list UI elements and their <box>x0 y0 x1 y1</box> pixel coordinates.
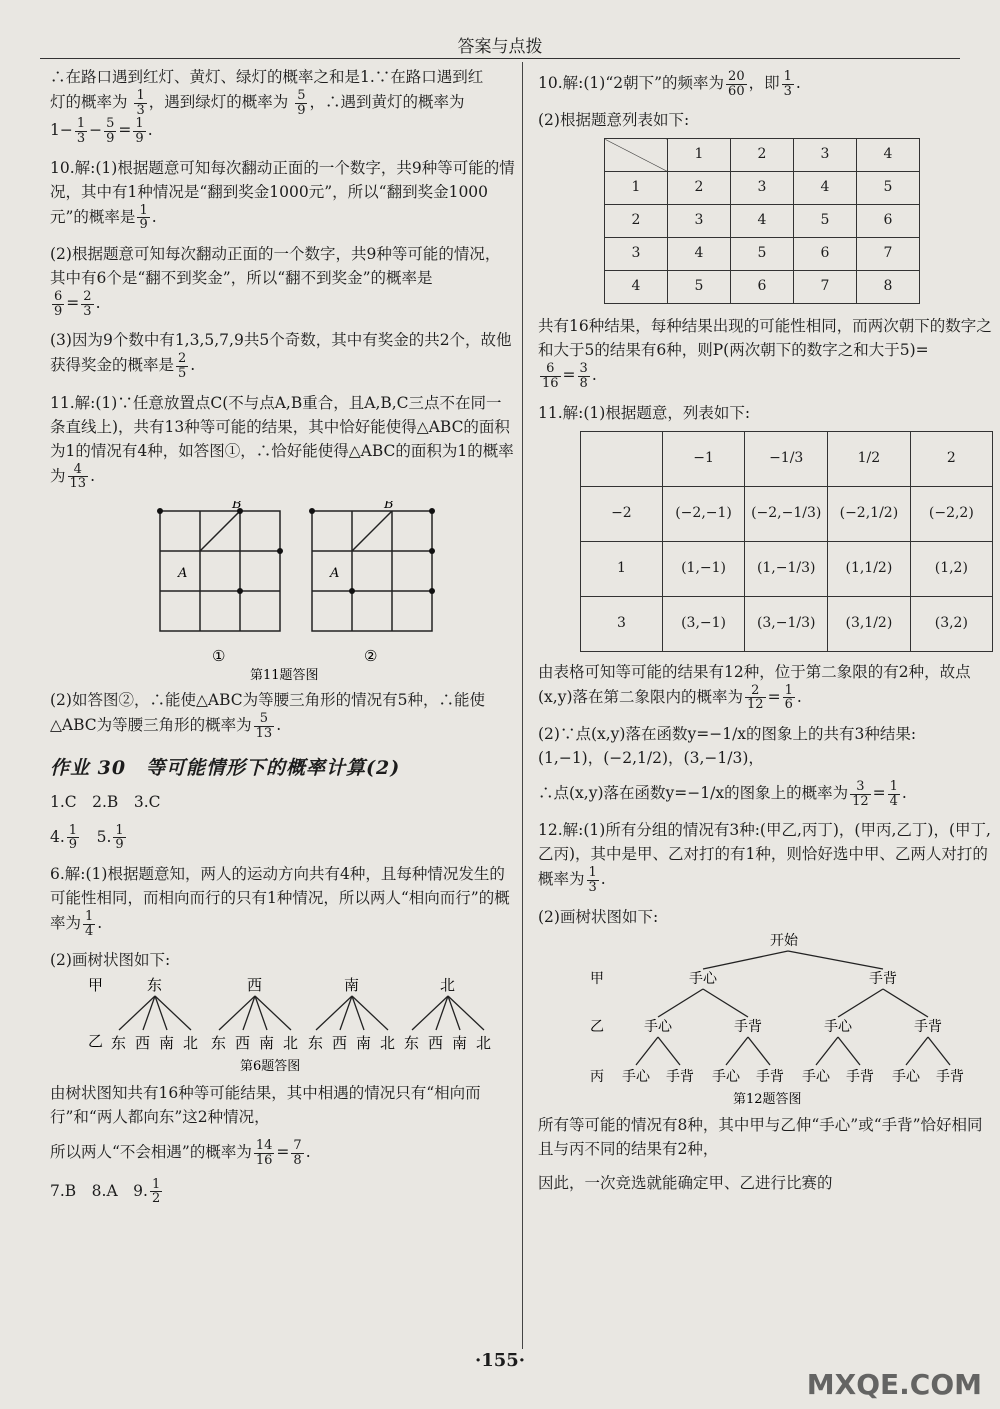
table-cell: (1,−1/3) <box>745 541 828 596</box>
r-q11-part1: 11.解:(1)根据题意，列表如下: <box>538 403 751 422</box>
table-row <box>605 172 920 205</box>
text-line: 所以两人“不会相遇”的概率为 <box>50 1143 252 1162</box>
tree12-edge <box>658 1037 680 1065</box>
table-cell: 6 <box>794 238 857 271</box>
tree12-edge <box>928 1037 950 1065</box>
table-cell: 2 <box>731 139 794 172</box>
text-line: 共有16种结果，每种结果出现的可能性相同，而两次朝下的数字之和大于5的结果有6种，则P(两次朝下的数字之和大于5)= <box>538 317 992 360</box>
tree12-label-bing: 丙 <box>590 1068 604 1085</box>
text-line: 6.解:(1)根据题意知，两人的运动方向共有4种，且每种情况发生的可能性相同，而相向而行的只有1种情况，所以两人“相向而行”的概率为 <box>50 864 510 933</box>
q6-part3: 由树状图知共有16种等可能结果，其中相遇的情况只有“相向而行”和“两人都向东”这2种情况， <box>50 1084 481 1127</box>
table-cell: 4 <box>668 238 731 271</box>
table-cell: 3 <box>794 139 857 172</box>
tree12-node: 手背 <box>914 1018 942 1035</box>
tree-label-jia: 甲 <box>88 976 104 995</box>
r-q12-part2: (2)画树状图如下: <box>538 907 659 926</box>
r-q10-part3: 共有16种结果，每种结果出现的可能性相同，而两次朝下的数字之和大于5的结果有6种，则P(两次朝下的数字之和大于5)= $\frac{6}{16}$ = $\frac{3}{8}$ . <box>538 317 992 391</box>
r-q11-part2: 由表格可知等可能的结果有12种，位于第二象限的有2种，故点(x,y)落在第二象限内的概率为 $\frac{2}{12}$ = $\frac{1}{6}$ . <box>538 662 971 713</box>
r-q11-part4: ∴点(x,y)落在函数y=−1/x的图象上的概率为 $\frac{3}{12}$ = $\frac{1}{4}$ . <box>538 778 907 809</box>
table-cell <box>581 431 663 486</box>
table-row <box>581 596 993 651</box>
coordinate-table <box>580 431 993 652</box>
table-cell: (1,2) <box>910 541 992 596</box>
tree12-leaf: 手心 <box>802 1068 830 1085</box>
tree6-node: 东 <box>147 976 163 995</box>
text-line: ∴点(x,y)落在函数y=−1/x的图象上的概率为 <box>538 784 849 803</box>
tree12-edge <box>703 989 748 1017</box>
table-cell: (−2,2) <box>910 486 992 541</box>
text-line: (2)根据题意可知每次翻动正面的一个数字，共9种等可能的情况，其中有6个是“翻不到奖金”，所以“翻不到奖金”的概率是 <box>50 244 501 287</box>
r-q12-part3: 所有等可能的情况有8种，其中甲与乙伸“手心”或“手背”恰好相同且与丙不同的结果有2种， <box>538 1115 983 1158</box>
table-cell: 6 <box>857 205 920 238</box>
watermark-logo: MXQE.COM <box>806 1368 982 1401</box>
answers-1-3: 1.C 2.B 3.C <box>50 792 161 811</box>
r-q10-part1: 10.解:(1)“2朝下”的频率为 $\frac{20}{60}$ ，即 $\frac{1}{3}$ . <box>538 69 801 99</box>
table-cell: 4 <box>731 205 794 238</box>
tree12-branches <box>590 933 964 1085</box>
table-cell: 1/2 <box>828 431 911 486</box>
table-cell: (−2,1/2) <box>828 486 911 541</box>
table-cell: 2 <box>910 431 992 486</box>
tree12-root: 开始 <box>770 932 798 949</box>
tree12-edge <box>906 1037 928 1065</box>
tree12-leaf: 手心 <box>622 1068 650 1085</box>
table-row <box>605 271 920 304</box>
tree6-node: 南 <box>344 976 360 995</box>
table-cell: 5 <box>857 172 920 205</box>
tree6-leaf: 南 <box>159 1034 175 1053</box>
left-column <box>50 65 515 1216</box>
text-line: 10.解:(1)“2朝下”的频率为 <box>538 74 725 93</box>
q11-part1: 11.解:(1)∵任意放置点C(不与点A,B重合，且A,B,C三点不在同一条直线上)，共有13种等可能的结果，其中恰好能使得△ABC的面积为1的情况有4种，如答图①，∴恰好能使得△ABC的面积为1的概率为 $\frac{4}{13}$ . <box>50 393 514 492</box>
text-line: 7.B 8.A 9. <box>50 1181 148 1200</box>
tree12-leaf: 手背 <box>666 1068 694 1085</box>
tree12-edge <box>636 1037 658 1065</box>
text-line: 4. <box>50 827 65 846</box>
tree12-edge <box>658 989 703 1017</box>
tree12-caption: 第12题答图 <box>733 1091 802 1106</box>
tree12-edge <box>703 951 788 969</box>
text-line: 灯的概率为 <box>50 93 128 112</box>
tree-diagram-q6 <box>50 974 510 1074</box>
q6-part1: 6.解:(1)根据题意知，两人的运动方向共有4种，且每种情况发生的可能性相同，而相向而行的只有1种情况，所以两人“相向而行”的概率为 $\frac{1}{4}$ . <box>50 864 510 939</box>
tree6-leaf: 北 <box>476 1034 492 1053</box>
r-q11-part3 <box>538 722 993 770</box>
tree6-leaf: 北 <box>380 1034 396 1053</box>
tree6-leaf: 东 <box>308 1034 324 1053</box>
table-row <box>581 541 993 596</box>
fraction: $\frac{5}{9}$ <box>297 88 306 118</box>
label-fig2: ② <box>364 646 378 665</box>
q11-figure <box>50 501 510 681</box>
tree12-leaf: 手背 <box>756 1068 784 1085</box>
table-cell: 4 <box>794 172 857 205</box>
label-a: A <box>330 565 340 581</box>
para-light-probability: ∴在路口遇到红灯、黄灯、绿灯的概率之和是1.∵在路口遇到红 灯的概率为 $\frac{1}{3}$ ，遇到绿灯的概率为 $\frac{5}{9}$ ，∴遇到黄灯的概率为 1− $\frac{1}{3}$ − $\frac{5}{9}$ = $\frac{1}{9}$ . <box>50 68 484 146</box>
table-cell: −2 <box>581 486 663 541</box>
tree12-edge <box>748 1037 770 1065</box>
table-row <box>581 431 993 486</box>
table-cell <box>605 139 668 172</box>
tree6-caption: 第6题答图 <box>240 1059 301 1075</box>
table-cell: (3,−1) <box>662 596 745 651</box>
tree12-edge <box>883 989 928 1017</box>
tree6-node: 西 <box>247 976 263 995</box>
table-cell: 7 <box>794 271 857 304</box>
table-cell: 3 <box>668 205 731 238</box>
tree6-leaf: 北 <box>183 1034 199 1053</box>
table-cell: 2 <box>668 172 731 205</box>
tree12-edge <box>838 989 883 1017</box>
tree12-edge <box>838 1037 860 1065</box>
tree6-branches <box>111 976 491 1052</box>
table-cell: (1,−1) <box>662 541 745 596</box>
label-b: B <box>384 500 394 512</box>
table-cell: (3,1/2) <box>828 596 911 651</box>
tree12-label-yi: 乙 <box>590 1018 604 1035</box>
table-cell: 3 <box>605 238 668 271</box>
tree12-leaf: 手背 <box>846 1068 874 1085</box>
table-cell: 4 <box>605 271 668 304</box>
tree6-leaf: 南 <box>356 1034 372 1053</box>
tree6-leaf: 西 <box>332 1034 348 1053</box>
figure-caption: 第11题答图 <box>250 667 319 681</box>
table-cell: 3 <box>731 172 794 205</box>
table-cell: 7 <box>857 238 920 271</box>
tree12-edge <box>726 1037 748 1065</box>
tree-label-yi: 乙 <box>88 1032 104 1051</box>
table-cell: 1 <box>605 172 668 205</box>
text-line: (3)因为9个数中有1,3,5,7,9共5个奇数，其中有奖金的共2个，故他获得奖金的概率是 <box>50 331 512 375</box>
table-cell: 3 <box>581 596 663 651</box>
table-cell: 6 <box>731 271 794 304</box>
tree12-edge <box>816 1037 838 1065</box>
tree-diagram-q12 <box>538 931 988 1106</box>
r-q10-part2: (2)根据题意列表如下: <box>538 111 690 130</box>
table-cell: 5 <box>731 238 794 271</box>
q10-part2: (2)根据题意可知每次翻动正面的一个数字，共9种等可能的情况，其中有6个是“翻不到奖金”，所以“翻不到奖金”的概率是 $\frac{6}{9}$ = $\frac{2}{3}$ . <box>50 244 501 319</box>
tree6-leaf: 东 <box>404 1034 420 1053</box>
table-cell: −1/3 <box>745 431 828 486</box>
r-q12-part4: 因此，一次竞选就能确定甲、乙进行比赛的 <box>538 1173 833 1192</box>
table-row <box>605 238 920 271</box>
label-b: B <box>232 500 242 512</box>
tree6-leaf: 东 <box>211 1034 227 1053</box>
answers-4-5: 4. $\frac{1}{9}$ 5. $\frac{1}{9}$ <box>50 822 124 853</box>
table-cell: 1 <box>581 541 663 596</box>
tree6-leaf: 西 <box>235 1034 251 1053</box>
text-line: 5. <box>96 827 112 846</box>
table-cell: (−2,−1) <box>662 486 745 541</box>
text-line: 由表格可知等可能的结果有12种，位于第二象限的有2种，故点(x,y)落在第二象限内的概率为 <box>538 662 971 706</box>
q6-part4: 所以两人“不会相遇”的概率为 $\frac{14}{16}$ = $\frac{7}{8}$ . <box>50 1138 311 1168</box>
table-cell: 5 <box>668 271 731 304</box>
tree12-leaf: 手背 <box>936 1068 964 1085</box>
table-cell: 8 <box>857 271 920 304</box>
tree12-leaf: 手心 <box>712 1068 740 1085</box>
tree6-leaf: 南 <box>259 1034 275 1053</box>
tree12-node: 手心 <box>689 970 717 987</box>
column-divider <box>522 62 523 1349</box>
r-q12-part1: 12.解:(1)所有分组的情况有3种:(甲乙,丙丁)，(甲丙,乙丁)，(甲丁,乙丙)，其中是甲、乙对打的有1种，则恰好选中甲、乙两人对打的概率为 $\frac{1}{3}$ . <box>538 821 991 895</box>
page-header: 答案与点拨 <box>457 37 543 57</box>
text-line: 12.解:(1)所有分组的情况有3种:(甲乙,丙丁)，(甲丙,乙丁)，(甲丁,乙丙)，其中是甲、乙对打的有1种，则恰好选中甲、乙两人对打的概率为 <box>538 821 991 889</box>
fraction: $\frac{1}{3}$ <box>136 88 145 118</box>
tree12-leaf: 手心 <box>892 1068 920 1085</box>
text-line: ，∴遇到黄灯的概率为 <box>309 93 465 112</box>
tree12-node: 手背 <box>734 1018 762 1035</box>
tree6-leaf: 东 <box>111 1034 127 1053</box>
table-cell: (3,2) <box>910 596 992 651</box>
table-cell: −1 <box>662 431 745 486</box>
table-row <box>605 139 920 172</box>
tree12-node: 手心 <box>644 1018 672 1035</box>
tree12-node: 手背 <box>869 970 897 987</box>
label-fig1: ① <box>212 646 226 665</box>
q10-part1: 10.解:(1)根据题意可知每次翻动正面的一个数字，共9种等可能的情况，其中有1种情况是“翻到奖金1000元”，所以“翻到奖金1000元”的概率是 $\frac{1}{9}$ . <box>50 158 515 233</box>
header-rule <box>40 58 960 59</box>
text-line: 10.解:(1)根据题意可知每次翻动正面的一个数字，共9种等可能的情况，其中有1种情况是“翻到奖金1000元”，所以“翻到奖金1000元”的概率是 <box>50 158 515 226</box>
table-cell: (3,−1/3) <box>745 596 828 651</box>
text-line: ∴在路口遇到红灯、黄灯、绿灯的概率之和是1.∵在路口遇到红 <box>50 68 484 86</box>
q6-part2: (2)画树状图如下: <box>50 951 171 970</box>
label-a: A <box>178 565 188 581</box>
tree6-leaf: 西 <box>428 1034 444 1053</box>
tree12-label-jia: 甲 <box>590 970 604 987</box>
table-row <box>605 205 920 238</box>
table-cell: 4 <box>857 139 920 172</box>
table-row <box>581 486 993 541</box>
table-cell: 1 <box>668 139 731 172</box>
right-column <box>538 70 993 1205</box>
table-cell: (−2,−1/3) <box>745 486 828 541</box>
tree12-node: 手心 <box>824 1018 852 1035</box>
tree6-node: 北 <box>440 976 456 995</box>
page-number: ·155· <box>474 1350 526 1371</box>
homework-title: 作业 30 等可能情形下的概率计算(2) <box>50 757 401 780</box>
table-cell: 5 <box>794 205 857 238</box>
tree6-leaf: 北 <box>283 1034 299 1053</box>
q11-part2: (2)如答图②，∴能使△ABC为等腰三角形的情况有5种，∴能使△ABC为等腰三角形的概率为 $\frac{5}{13}$ . <box>50 690 485 741</box>
text-line: ，遇到绿灯的概率为 <box>148 93 289 112</box>
text-line: (2)如答图②，∴能使△ABC为等腰三角形的情况有5种，∴能使△ABC为等腰三角形的概率为 <box>50 690 485 734</box>
answers-7-9: 7.B 8.A 9. $\frac{1}{2}$ <box>50 1176 161 1207</box>
text-line: ，即 <box>748 74 780 93</box>
text-line: 11.解:(1)∵任意放置点C(不与点A,B重合，且A,B,C三点不在同一条直线上)，共有13种等可能的结果，其中恰好能使得△ABC的面积为1的情况有4种，如答图①，∴恰好能使得△ABC的面积为1的概率为 <box>50 393 514 485</box>
tree12-edge <box>788 951 883 969</box>
sum-table <box>604 138 920 304</box>
table-cell: (1,1/2) <box>828 541 911 596</box>
text-line: (1,−1)，(−2,1/2)，(3,−1/3)， <box>538 748 764 767</box>
tree6-leaf: 西 <box>135 1034 151 1053</box>
text-line: 1− <box>50 121 73 140</box>
text-line: (2)∵点(x,y)落在函数y=−1/x的图象上的共有3种结果: <box>538 724 917 743</box>
table-cell: 2 <box>605 205 668 238</box>
q10-part3: (3)因为9个数中有1,3,5,7,9共5个奇数，其中有奖金的共2个，故他获得奖金的概率是 $\frac{2}{5}$ . <box>50 331 512 381</box>
tree6-leaf: 南 <box>452 1034 468 1053</box>
